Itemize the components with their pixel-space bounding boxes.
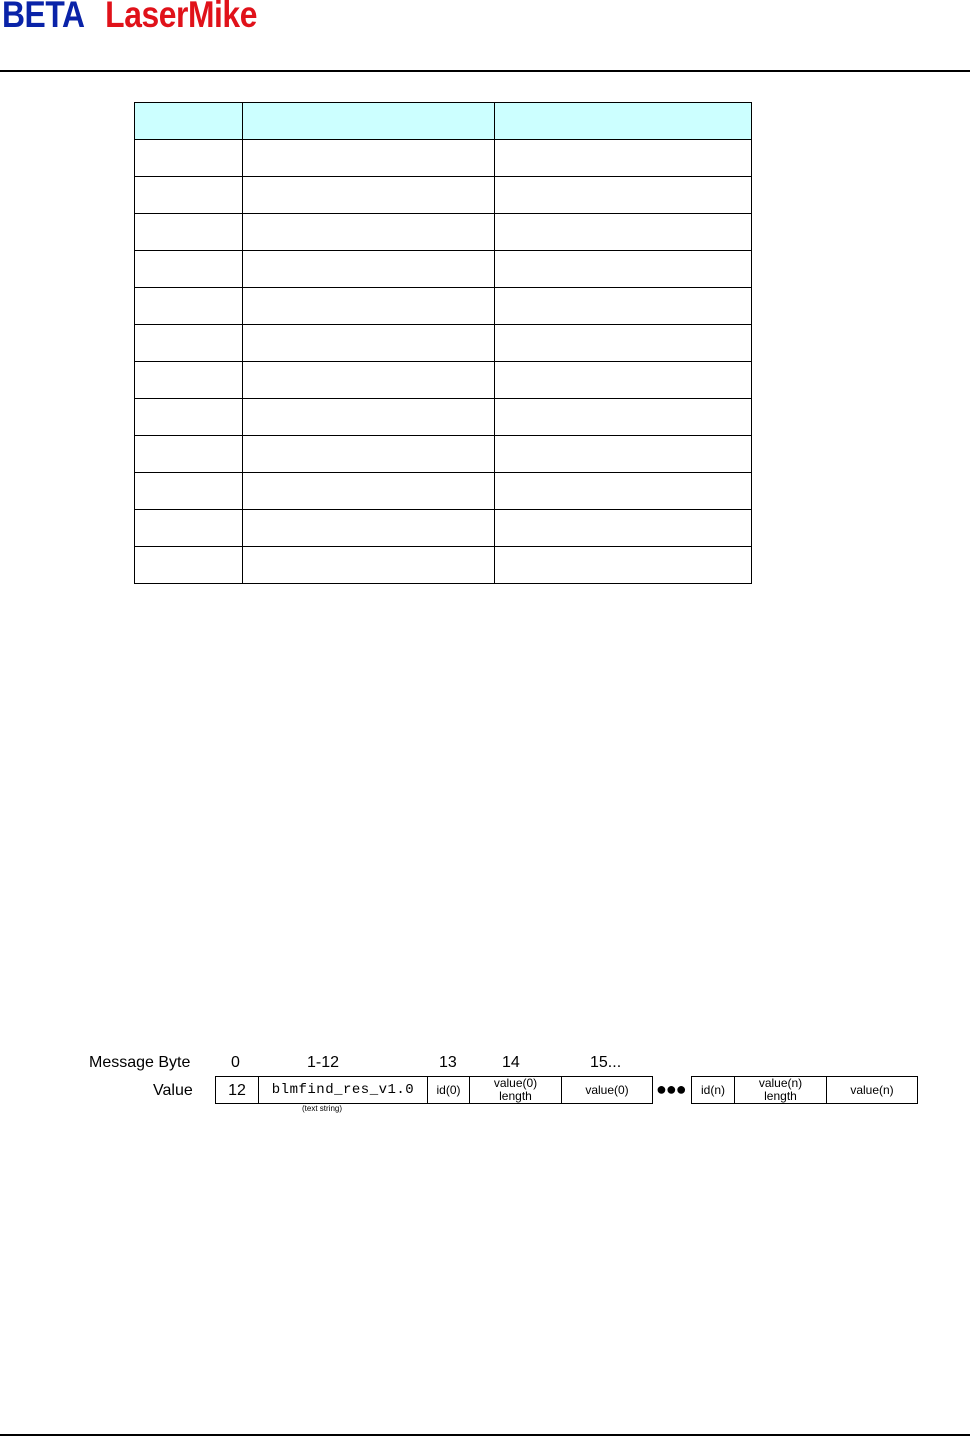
ellipsis-dots: ●●● — [656, 1079, 686, 1099]
table-row — [135, 473, 752, 510]
table-row — [135, 251, 752, 288]
table-cell — [135, 251, 243, 288]
table-cell — [243, 399, 495, 436]
text-string-note: (text string) — [302, 1104, 343, 1113]
table-cell — [495, 103, 752, 140]
value0-length-line1: value(0) — [493, 1076, 538, 1090]
table-cell — [495, 177, 752, 214]
empty-table — [134, 102, 752, 584]
table-cell — [495, 214, 752, 251]
table-row — [135, 399, 752, 436]
valuen-length-line1: value(n) — [758, 1076, 803, 1090]
table-cell — [135, 103, 243, 140]
byte-index-label: 13 — [439, 1054, 457, 1071]
value-cell-text-string: blmfind_res_v1.0 — [258, 1076, 428, 1104]
value-cell-idn: id(n) — [691, 1076, 735, 1104]
header-divider — [0, 70, 970, 72]
byte-index-label: 14 — [502, 1054, 520, 1071]
company-logo — [2, 0, 257, 36]
table-cell — [495, 473, 752, 510]
value-cell-value0-length — [469, 1076, 562, 1104]
logo-lasermike-text: LaserMike — [105, 0, 257, 35]
table-cell — [243, 177, 495, 214]
table-cell — [243, 288, 495, 325]
table-cell — [495, 325, 752, 362]
value-cell-valuen: value(n) — [826, 1076, 918, 1104]
logo-beta-text: BETA — [2, 0, 85, 35]
table-cell — [135, 140, 243, 177]
table-cell — [243, 325, 495, 362]
table-cell — [135, 399, 243, 436]
value-cell-valuen-length — [734, 1076, 827, 1104]
value-cell-id0: id(0) — [427, 1076, 470, 1104]
table-row — [135, 177, 752, 214]
table-cell — [135, 214, 243, 251]
table-cell — [243, 214, 495, 251]
table-cell — [495, 140, 752, 177]
table-row — [135, 325, 752, 362]
table-cell — [495, 436, 752, 473]
byte-index-label: 1-12 — [307, 1054, 340, 1071]
table-header-row — [135, 103, 752, 140]
footer-divider — [0, 1434, 970, 1436]
table-cell — [243, 251, 495, 288]
table-row — [135, 140, 752, 177]
message-byte-label: Message Byte — [89, 1054, 191, 1071]
table-row — [135, 362, 752, 399]
valuen-length-line2: length — [764, 1089, 797, 1103]
value-cell-length: 12 — [215, 1076, 259, 1104]
value-cell-value0: value(0) — [561, 1076, 653, 1104]
table-row — [135, 510, 752, 547]
table-cell — [135, 325, 243, 362]
table-cell — [243, 362, 495, 399]
table-row — [135, 288, 752, 325]
table-cell — [135, 436, 243, 473]
table-cell — [243, 547, 495, 584]
byte-index-label: 0 — [231, 1054, 240, 1071]
table-cell — [135, 510, 243, 547]
table-cell — [495, 399, 752, 436]
table-row — [135, 436, 752, 473]
table-cell — [243, 510, 495, 547]
table-cell — [495, 288, 752, 325]
table-cell — [135, 473, 243, 510]
table-row — [135, 214, 752, 251]
table-cell — [495, 547, 752, 584]
table-cell — [135, 362, 243, 399]
table-cell — [243, 103, 495, 140]
table-cell — [243, 436, 495, 473]
table-cell — [135, 177, 243, 214]
table-cell — [495, 362, 752, 399]
table-cell — [243, 140, 495, 177]
table-cell — [243, 473, 495, 510]
value0-length-line2: length — [499, 1089, 532, 1103]
byte-index-label: 15... — [590, 1054, 622, 1071]
table-cell — [495, 251, 752, 288]
table-row — [135, 547, 752, 584]
value-label: Value — [153, 1082, 193, 1099]
table-cell — [495, 510, 752, 547]
table-cell — [135, 547, 243, 584]
table-cell — [135, 288, 243, 325]
